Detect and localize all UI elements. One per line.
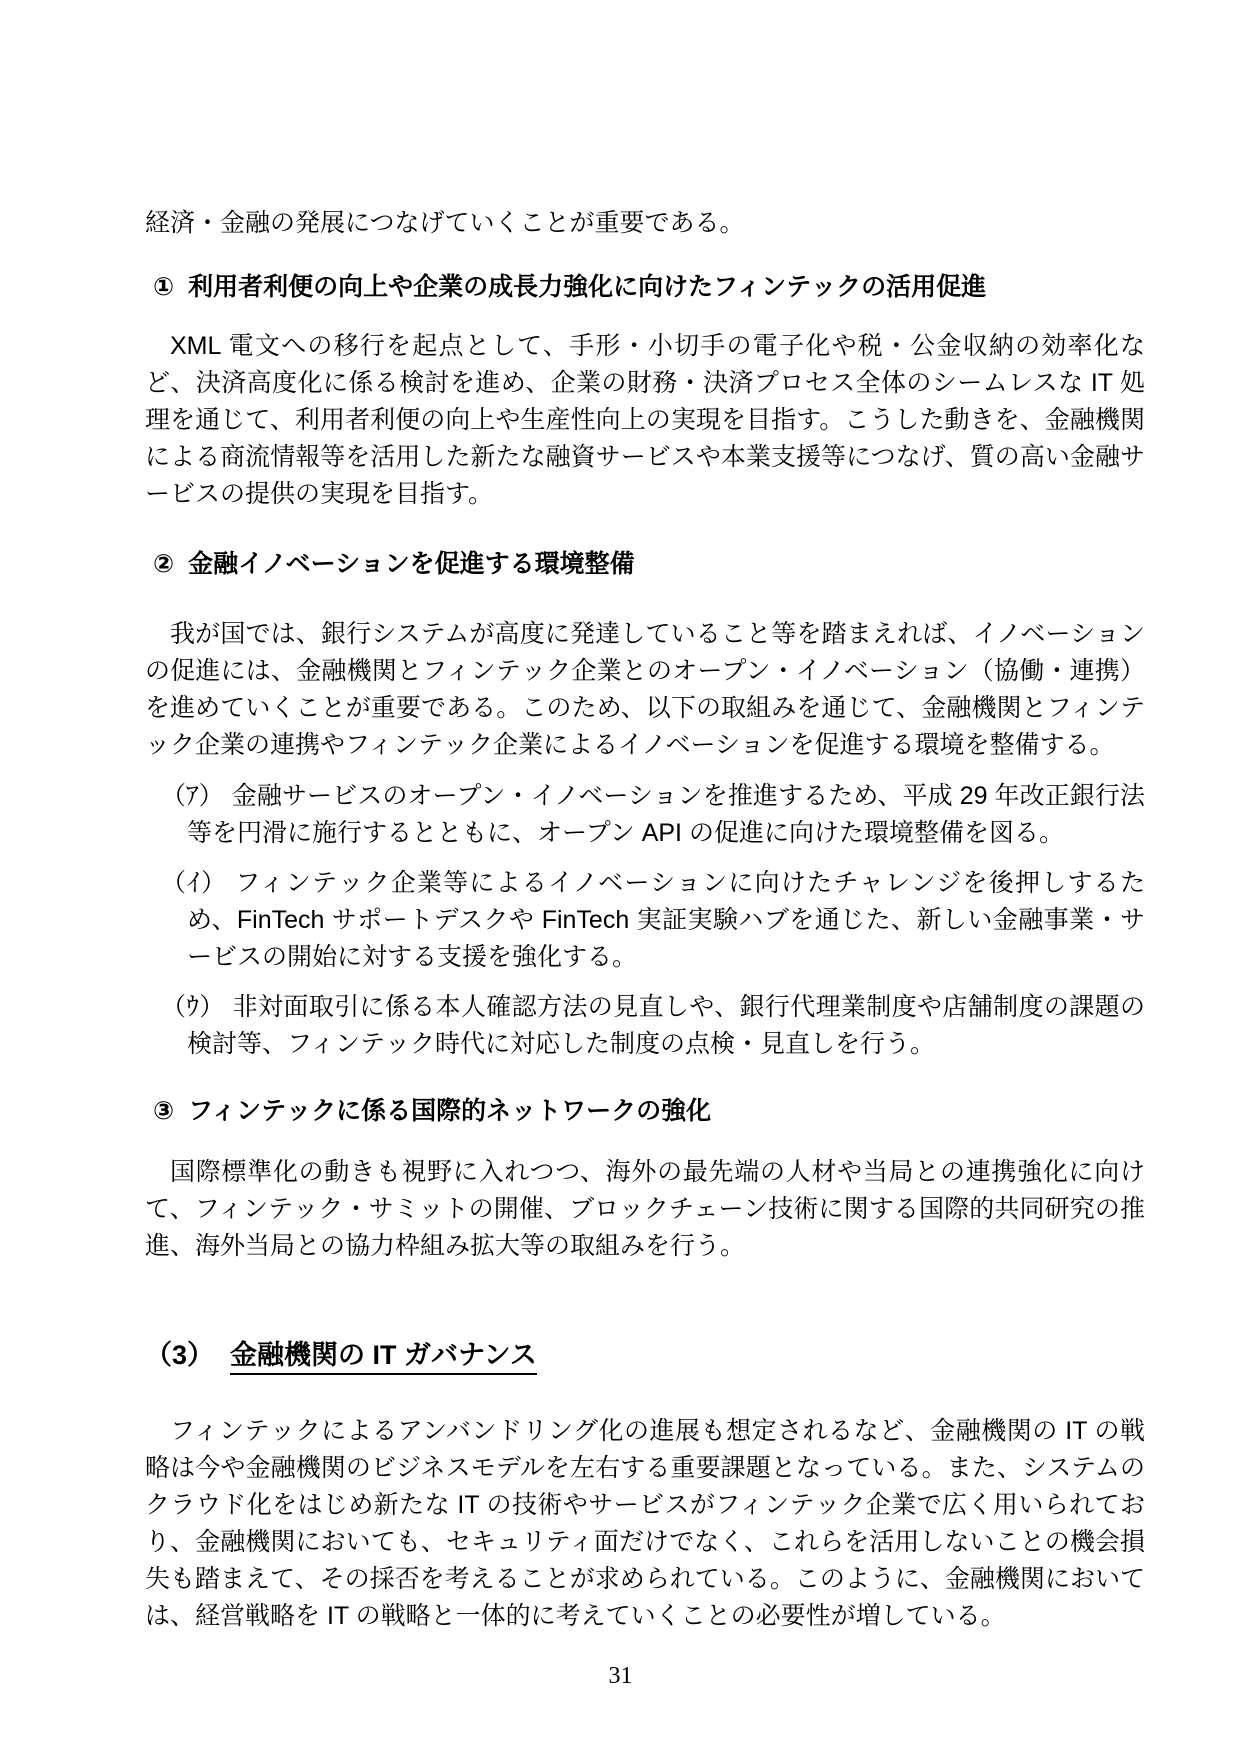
subsection-paragraph: フィンテックによるアンバンドリング化の進展も想定されるなど、金融機関の IT の戦略は今や金融機関のビジネスモデルを左右する重要課題となっている。また、システムのクラウド化をはじめ新たな IT の技術やサービスがフィンテック企業で広く用いられており、金融機関においても、セキュリティ面だけでなく、これらを活用しないことの機会損失も踏まえて、その採否を考えることが求められている。このように、金融機関においては、経営戦略を IT の戦略と一体的に考えていくことの必要性が増している。: [145, 1417, 1145, 1630]
heading-3-text: フィンテックに係る国際的ネットワークの強化: [188, 1097, 712, 1125]
sub-item-a-marker: （ｱ）: [161, 782, 224, 810]
sub-item-i-marker: （ｲ）: [161, 869, 228, 897]
page-content: [145, 0, 1145, 1635]
heading-1: [153, 269, 1145, 306]
heading-2-circled-number: ②: [153, 550, 175, 578]
section-2-paragraph: 我が国では、銀行システムが高度に発達していること等を踏まえれば、イノベーションの促進には、金融機関とフィンテック企業とのオープン・イノベーション（協働・連携）を進めていくことが重要である。このため、以下の取組みを通じて、金融機関とフィンテック企業の連携やフィンテック企業によるイノベーションを促進する環境を整備する。: [145, 620, 1145, 759]
heading-2-text: 金融イノベーションを促進する環境整備: [188, 550, 635, 578]
heading-2: [153, 546, 1145, 583]
heading-1-text: 利用者利便の向上や企業の成長力強化に向けたフィンテックの活用促進: [188, 273, 987, 301]
section-1-paragraph: XML 電文への移行を起点として、手形・小切手の電子化や税・公金収納の効率化など、決済高度化に係る検討を進め、企業の財務・決済プロセス全体のシームレスな IT 処理を通じて、利用者利便の向上や生産性向上の実現を目指す。こうした動きを、金融機関による商流情報等を活用した新たな融資サービスや本業支援等につなげ、質の高い金融サービスの提供の実現を目指す。: [145, 332, 1145, 508]
sub-item-a-text: 金融サービスのオープン・イノベーションを推進するため、平成 29 年改正銀行法等を円滑に施行するとともに、オープン API の促進に向けた環境整備を図る。: [187, 782, 1145, 847]
sub-item-i-text: フィンテック企業等によるイノベーションに向けたチャレンジを後押しするため、FinTech サポートデスクや FinTech 実証実験ハブを通じた、新しい金融事業・サービスの開始に対する支援を強化する。: [187, 869, 1145, 971]
subsection-heading: [145, 1335, 1145, 1375]
section-3-paragraph: 国際標準化の動きも視野に入れつつ、海外の最先端の人材や当局との連携強化に向けて、フィンテック・サミットの開催、ブロックチェーン技術に関する国際的共同研究の推進、海外当局との協力枠組み拡大等の取組みを行う。: [145, 1158, 1145, 1260]
sub-item-u-text: 非対面取引に係る本人確認方法の見直しや、銀行代理業制度や店舗制度の課題の検討等、フィンテック時代に対応した制度の点検・見直しを行う。: [187, 993, 1145, 1058]
subsection-number: （3）: [145, 1340, 215, 1370]
sub-item-u-marker: （ｳ）: [161, 993, 225, 1021]
intro-paragraph: 経済・金融の発展につなげていくことが重要である。: [145, 209, 745, 237]
heading-3: [153, 1093, 1145, 1130]
heading-1-circled-number: ①: [153, 273, 175, 301]
page-number: 31: [608, 1663, 633, 1689]
sub-item-u: [161, 989, 1145, 1063]
sub-item-a: [161, 778, 1145, 852]
subsection-title: 金融機関の IT ガバナンス: [230, 1340, 537, 1375]
heading-3-circled-number: ③: [153, 1097, 175, 1125]
sub-item-i: [161, 865, 1145, 976]
